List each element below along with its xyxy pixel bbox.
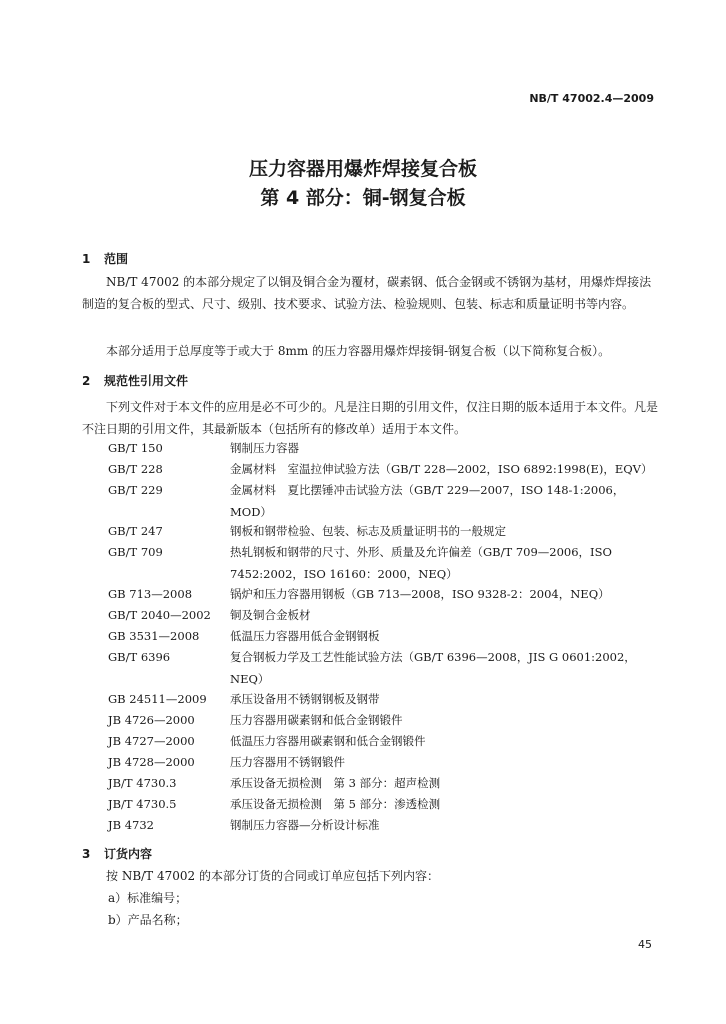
reference-code: GB/T 228 — [108, 462, 163, 476]
reference-code: GB/T 709 — [108, 545, 163, 559]
reference-title: 锅炉和压力容器用钢板（GB 713—2008，ISO 9328-2：2004，NEQ） — [230, 587, 610, 601]
reference-title: 复合钢板力学及工艺性能试验方法（GB/T 6396—2008，JIS G 0601:2002，NEQ） — [230, 650, 636, 686]
reference-code: GB 3531—2008 — [108, 629, 200, 643]
reference-code: JB/T 4730.5 — [108, 797, 177, 811]
section-title: 范围 — [104, 252, 129, 266]
reference-code: GB 24511—2009 — [108, 692, 207, 706]
reference-title: 低温压力容器用碳素钢和低合金钢锻件 — [230, 734, 426, 748]
paragraph: 本部分适用于总厚度等于或大于 8mm 的压力容器用爆炸焊接铜-钢复合板（以下简称复合板）。 — [106, 344, 611, 358]
reference-title: 低温压力容器用低合金钢钢板 — [230, 629, 380, 643]
paragraph: 按 NB/T 47002 的本部分订货的合同或订单应包括下列内容： — [106, 869, 439, 883]
reference-title: 热轧钢板和钢带的尺寸、外形、质量及允许偏差（GB/T 709—2006，ISO 7452:2002，ISO 16160：2000，NEQ） — [230, 545, 612, 581]
list-item: a）标准编号； — [108, 891, 188, 905]
reference-title: 铜及铜合金板材 — [230, 608, 311, 622]
paragraph: 下列文件对于本文件的应用是必不可少的。凡是注日期的引用文件，仅注日期的版本适用于本文件。凡是不注日期的引用文件，其最新版本（包括所有的修改单）适用于本文件。 — [82, 400, 659, 436]
page-number: 45 — [638, 938, 652, 951]
reference-title: 压力容器用不锈钢锻件 — [230, 755, 345, 769]
document-title-line2: 第 4 部分：铜-钢复合板 — [260, 187, 466, 209]
reference-code: JB 4732 — [108, 818, 154, 832]
standard-code: NB/T 47002.4—2009 — [529, 92, 654, 105]
section-title: 订货内容 — [104, 847, 153, 861]
reference-title: 承压设备用不锈钢钢板及钢带 — [230, 692, 380, 706]
section-heading-2 — [82, 372, 188, 389]
reference-title: 钢制压力容器 — [230, 441, 299, 455]
reference-code: GB/T 2040—2002 — [108, 608, 211, 622]
section-heading-1 — [82, 250, 128, 267]
reference-code: JB/T 4730.3 — [108, 776, 177, 790]
section-heading-3 — [82, 845, 152, 862]
reference-title: 钢制压力容器—分析设计标准 — [230, 818, 380, 832]
reference-title: 钢板和钢带检验、包装、标志及质量证明书的一般规定 — [230, 524, 506, 538]
list-item: b）产品名称； — [108, 913, 188, 927]
reference-code: GB 713—2008 — [108, 587, 193, 601]
reference-title: 承压设备无损检测 第 5 部分：渗透检测 — [230, 797, 441, 811]
section-number: 1 — [82, 252, 91, 266]
reference-code: JB 4726—2000 — [108, 713, 195, 727]
section-title: 规范性引用文件 — [104, 374, 189, 388]
reference-code: GB/T 150 — [108, 441, 163, 455]
reference-code: JB 4727—2000 — [108, 734, 195, 748]
reference-code: GB/T 247 — [108, 524, 163, 538]
reference-title: 金属材料 室温拉伸试验方法（GB/T 228—2002，ISO 6892:1998(E)，EQV） — [230, 462, 653, 476]
reference-code: JB 4728—2000 — [108, 755, 195, 769]
reference-title: 压力容器用碳素钢和低合金钢锻件 — [230, 713, 403, 727]
paragraph: NB/T 47002 的本部分规定了以铜及铜合金为覆材，碳素钢、低合金钢或不锈钢为基材，用爆炸焊接法制造的复合板的型式、尺寸、级别、技术要求、试验方法、检验规则、包装、标志和质量证明书等内容。 — [82, 275, 652, 311]
reference-title: 金属材料 夏比摆锤冲击试验方法（GB/T 229—2007，ISO 148-1:2006，MOD） — [230, 483, 625, 519]
document-title-line1: 压力容器用爆炸焊接复合板 — [248, 158, 477, 180]
section-number: 3 — [82, 847, 91, 861]
section-number: 2 — [82, 374, 91, 388]
reference-code: GB/T 6396 — [108, 650, 171, 664]
reference-title: 承压设备无损检测 第 3 部分：超声检测 — [230, 776, 441, 790]
reference-code: GB/T 229 — [108, 483, 163, 497]
